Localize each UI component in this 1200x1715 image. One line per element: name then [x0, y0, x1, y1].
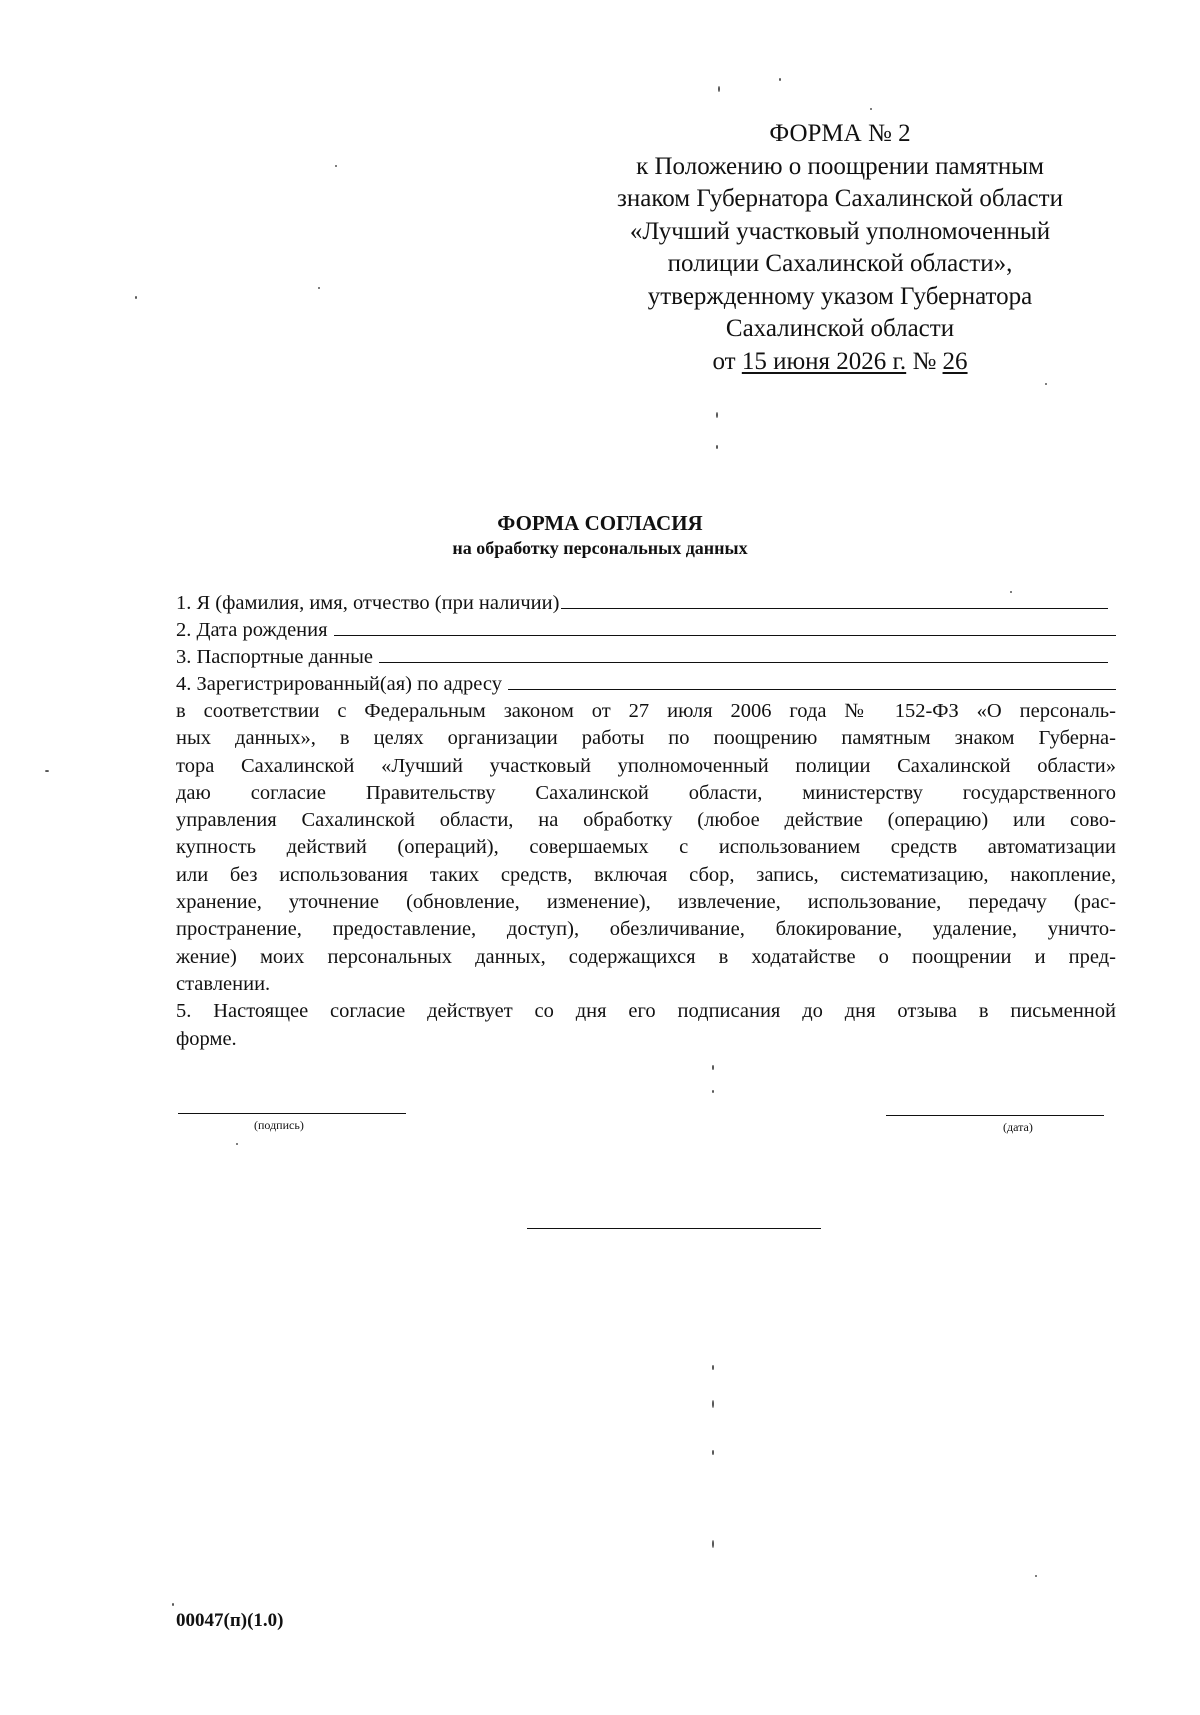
form-number: ФОРМА № 2: [769, 120, 911, 147]
scan-speck: [712, 1400, 714, 1408]
validity-line: форме.: [176, 1027, 237, 1050]
scan-speck: [335, 165, 337, 167]
consent-line: жение) моих персональных данных, содержащихся в ходатайстве о поощрении и пред-: [176, 945, 1116, 968]
scan-speck: [1010, 591, 1012, 593]
scan-speck: [45, 770, 49, 772]
scan-speck: [718, 86, 720, 92]
scan-speck: [1035, 1575, 1037, 1577]
number-prefix: №: [912, 347, 937, 375]
header-line-1: к Положению о поощрении памятным: [636, 152, 1044, 180]
decree-number: 26: [942, 347, 968, 375]
separator-line: [527, 1227, 821, 1229]
consent-line: управления Сахалинской области, на обработку (любое действие (операцию) или сово-: [176, 809, 1116, 832]
consent-line: пространение, предоставление, доступ), обезличивание, блокирование, удаление, уничто-: [176, 918, 1116, 941]
consent-line: ных данных», в целях организации работы по поощрению памятным знаком Губерна-: [176, 727, 1116, 750]
header-line-6: Сахалинской области: [725, 315, 955, 342]
approval-header: [560, 118, 1120, 378]
field-full-name: [176, 590, 1116, 617]
header-line-5: утвержденному указом Губернатора: [647, 282, 1033, 310]
field-full-name-label: 1. Я (фамилия, имя, отчество (при наличии): [176, 592, 560, 614]
field-birth-date-label: 2. Дата рождения: [176, 619, 328, 641]
consent-line: купность действий (операций), совершаемых с использованием средств автоматизации: [176, 836, 1116, 859]
consent-line: даю согласие Правительству Сахалинской области, министерству государственного: [176, 781, 1116, 804]
consent-body: [176, 698, 1116, 1053]
field-address-blank[interactable]: [508, 671, 1116, 690]
consent-line: хранение, уточнение (обновление, изменение), извлечение, использование, передачу (рас-: [176, 891, 1116, 914]
document-title: [0, 510, 1200, 560]
scan-speck: [712, 1365, 714, 1370]
scan-speck: [1045, 383, 1047, 385]
validity-line: 5. Настоящее согласие действует со дня его подписания до дня отзыва в письменной: [176, 1000, 1116, 1023]
header-line-2: знаком Губернатора Сахалинской области: [617, 185, 1063, 212]
scan-speck: [712, 1540, 714, 1548]
signature-caption: (подпись): [254, 1118, 304, 1132]
field-address-label: 4. Зарегистрированный(ая) по адресу: [176, 673, 502, 695]
scan-speck: [716, 445, 718, 449]
field-passport-blank[interactable]: [379, 644, 1108, 663]
scan-speck: [712, 1065, 714, 1070]
scan-speck: [172, 1603, 174, 1606]
scan-speck: [779, 78, 781, 81]
header-line-3: «Лучший участковый уполномоченный: [629, 217, 1051, 245]
scan-speck: [712, 1090, 714, 1093]
consent-line: или без использования таких средств, включая сбор, запись, систематизацию, накопление,: [176, 863, 1116, 886]
scan-speck: [712, 1450, 714, 1455]
field-full-name-blank[interactable]: [561, 590, 1108, 609]
field-birth-date: [176, 617, 1116, 644]
scan-speck: [870, 108, 872, 110]
document-code: 00047(п)(1.0): [176, 1610, 284, 1631]
header-date-line: [560, 346, 1120, 379]
date-line[interactable]: [886, 1114, 1104, 1116]
date-prefix: от: [712, 347, 736, 375]
title-main: ФОРМА СОГЛАСИЯ: [497, 511, 703, 535]
scan-speck: [135, 296, 137, 299]
field-birth-date-blank[interactable]: [334, 617, 1116, 636]
personal-fields: [176, 590, 1116, 698]
title-sub: на обработку персональных данных: [452, 538, 748, 558]
consent-line: в соответствии с Федеральным законом от 27 июля 2006 года № 152-ФЗ «О персональ-: [176, 700, 1116, 722]
date-caption: (дата): [1003, 1120, 1033, 1134]
decree-date: 15 июня 2026 г.: [741, 347, 907, 375]
header-line-4: полиции Сахалинской области»,: [667, 250, 1013, 277]
field-address: [176, 671, 1116, 698]
scan-speck: [716, 412, 718, 418]
field-passport: [176, 644, 1116, 671]
scan-speck: [236, 1143, 238, 1145]
consent-line: ставлении.: [176, 972, 271, 995]
field-passport-label: 3. Паспортные данные: [176, 646, 373, 668]
consent-line: тора Сахалинской «Лучший участковый уполномоченный полиции Сахалинской области»: [176, 754, 1116, 777]
signature-line[interactable]: [178, 1112, 406, 1114]
scan-speck: [318, 287, 320, 289]
